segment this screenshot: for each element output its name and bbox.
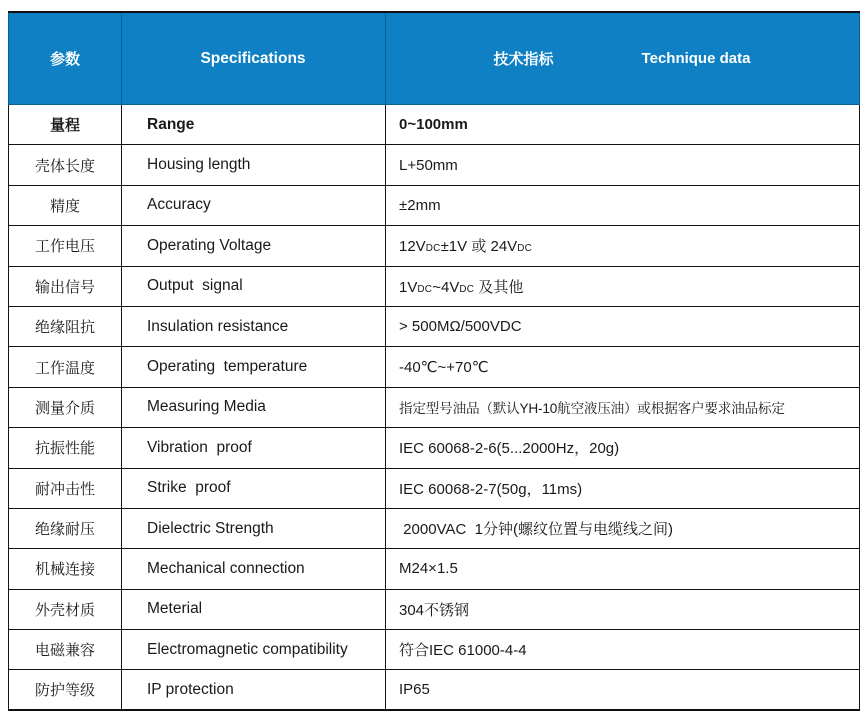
- param-name-cn: 电磁兼容: [9, 630, 122, 670]
- spec-table: [8, 11, 860, 711]
- param-name-en: Vibration proof: [122, 428, 386, 468]
- header-param: 参数: [9, 12, 122, 105]
- header-technique: [386, 12, 860, 105]
- param-name-cn: 绝缘耐压: [9, 508, 122, 548]
- param-name-cn: 防护等级: [9, 670, 122, 710]
- table-row: [9, 306, 860, 346]
- header-technique-wrap: [386, 48, 858, 69]
- param-name-cn: 抗振性能: [9, 428, 122, 468]
- param-value: 符合IEC 61000-4-4: [386, 630, 860, 670]
- table-row: [9, 589, 860, 629]
- param-value: M24×1.5: [386, 549, 860, 589]
- table-row: [9, 630, 860, 670]
- table-row: [9, 347, 860, 387]
- param-name-cn: 机械连接: [9, 549, 122, 589]
- param-name-cn: 耐冲击性: [9, 468, 122, 508]
- table-header-row: [9, 12, 860, 105]
- param-name-cn: 壳体长度: [9, 145, 122, 185]
- param-value: 304不锈钢: [386, 589, 860, 629]
- table-row: [9, 185, 860, 225]
- table-row: [9, 226, 860, 266]
- unit-smallcaps: DC: [425, 243, 441, 255]
- param-name-en: Mechanical connection: [122, 549, 386, 589]
- header-specifications: Specifications: [122, 12, 386, 105]
- param-value: 12VDC±1V 或 24VDC: [386, 226, 860, 266]
- param-name-en: Accuracy: [122, 185, 386, 225]
- param-name-en: Output signal: [122, 266, 386, 306]
- param-value: 0~100mm: [386, 105, 860, 145]
- param-value: -40℃~+70℃: [386, 347, 860, 387]
- unit-smallcaps: DC: [517, 243, 533, 255]
- header-tech-cn: 技术指标: [493, 51, 554, 68]
- param-name-en: Strike proof: [122, 468, 386, 508]
- param-name-en: Range: [122, 105, 386, 145]
- table-row: [9, 266, 860, 306]
- param-name-en: Operating Voltage: [122, 226, 386, 266]
- unit-smallcaps: DC: [417, 283, 433, 295]
- spec-sheet: [8, 11, 860, 711]
- param-value: L+50mm: [386, 145, 860, 185]
- param-name-en: Housing length: [122, 145, 386, 185]
- table-row: [9, 549, 860, 589]
- param-value: 指定型号油品（默认YH-10航空液压油）或根据客户要求油品标定: [386, 387, 860, 427]
- param-name-cn: 精度: [9, 185, 122, 225]
- table-row: [9, 468, 860, 508]
- table-row: [9, 387, 860, 427]
- param-name-en: IP protection: [122, 670, 386, 710]
- table-row: [9, 508, 860, 548]
- table-header: [9, 12, 860, 105]
- header-tech-en: Technique data: [641, 50, 751, 67]
- param-value: 2000VAC 1分钟(螺纹位置与电缆线之间): [386, 508, 860, 548]
- param-name-en: Meterial: [122, 589, 386, 629]
- param-name-cn: 输出信号: [9, 266, 122, 306]
- param-value: IP65: [386, 670, 860, 710]
- param-value: ±2mm: [386, 185, 860, 225]
- unit-smallcaps: DC: [459, 283, 475, 295]
- param-name-cn: 绝缘阻抗: [9, 306, 122, 346]
- param-name-en: Measuring Media: [122, 387, 386, 427]
- param-value: 1VDC~4VDC 及其他: [386, 266, 860, 306]
- param-value: > 500MΩ/500VDC: [386, 306, 860, 346]
- param-name-cn: 外壳材质: [9, 589, 122, 629]
- param-name-cn: 工作电压: [9, 226, 122, 266]
- param-name-en: Dielectric Strength: [122, 508, 386, 548]
- param-name-cn: 量程: [9, 105, 122, 145]
- table-row: [9, 145, 860, 185]
- param-name-cn: 测量介质: [9, 387, 122, 427]
- param-value: IEC 60068-2-6(5...2000Hz，20g): [386, 428, 860, 468]
- table-row: [9, 105, 860, 145]
- param-name-en: Operating temperature: [122, 347, 386, 387]
- param-name-cn: 工作温度: [9, 347, 122, 387]
- table-body: [9, 105, 860, 711]
- table-row: [9, 428, 860, 468]
- param-name-en: Electromagnetic compatibility: [122, 630, 386, 670]
- param-value: IEC 60068-2-7(50g，11ms): [386, 468, 860, 508]
- table-row: [9, 670, 860, 710]
- param-name-en: Insulation resistance: [122, 306, 386, 346]
